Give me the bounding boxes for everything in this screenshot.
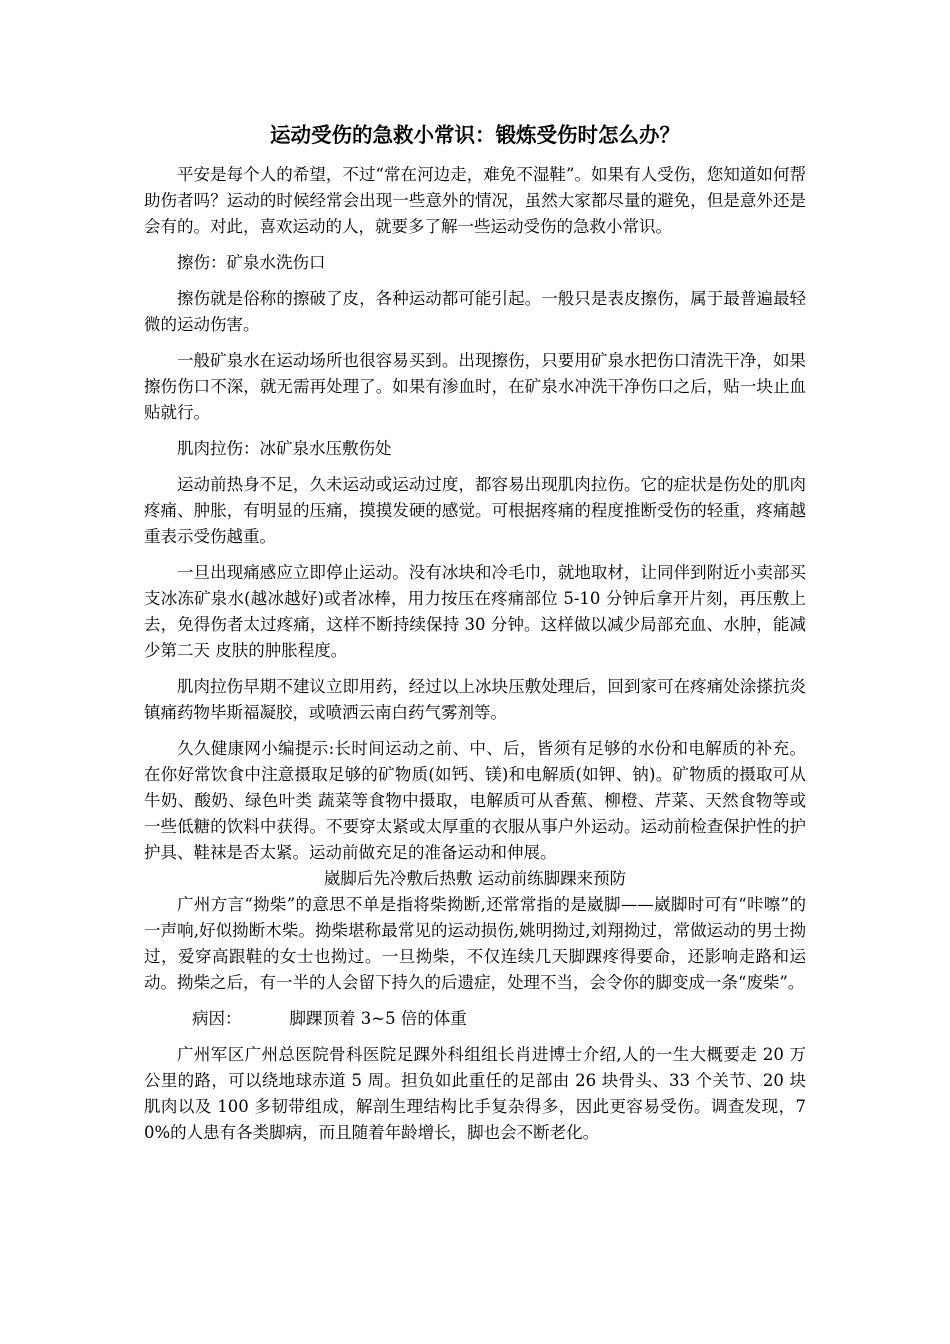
intro-paragraph: 平安是每个人的希望，不过“常在河边走，难免不湿鞋”。如果有人受伤，您知道如何帮助伤者吗？运动的时候经常会出现一些意外的情况，虽然大家都尽量的避免，但是意外还是会有的。对此，喜欢运动的人，就要多了解一些运动受伤的急救小常识。 — [144, 165, 806, 236]
muscle-strain-paragraph-3: 肌肉拉伤早期不建议立即用药，经过以上冰块压敷处理后，回到家可在疼痛处涂搽抗炎镇痛药物毕斯福凝胶，或喷洒云南白药气雾剂等。 — [144, 677, 806, 722]
sprain-paragraph-2: 广州军区广州总医院骨科医院足踝外科组组长肖进博士介绍,人的一生大概要走 20 万公里的路，可以绕地球赤道 5 周。担负如此重任的足部由 26 块骨头、33 个关节、20 块肌肉以及 100 多韧带组成，解剖生理结构比手复杂得多，因此更容易受伤。调查发现，70%的人患有各类脚病，而且随着年龄增长，脚也会不断老化。 — [144, 1045, 806, 1142]
cause-heading — [144, 1006, 806, 1032]
abrasion-paragraph-2: 一般矿泉水在运动场所也很容易买到。出现擦伤，只要用矿泉水把伤口清洗干净，如果擦伤伤口不深，就无需再处理了。如果有渗血时，在矿泉水冲洗干净伤口之后，贴一块止血贴就行。 — [144, 351, 806, 422]
document-page — [144, 112, 806, 1156]
section-heading-abrasion: 擦伤：矿泉水洗伤口 — [177, 253, 326, 272]
section-heading-muscle-strain: 肌肉拉伤：冰矿泉水压敷伤处 — [177, 439, 392, 458]
cause-text: 脚踝顶着 3~5 倍的体重 — [289, 1009, 467, 1028]
section-heading-sprain: 崴脚后先冷敷后热敷 运动前练脚踝来预防 — [323, 869, 627, 888]
document-title: 运动受伤的急救小常识：锻炼受伤时怎么办？ — [270, 123, 680, 147]
sprain-paragraph-1: 广州方言“拗柴”的意思不单是指将柴拗断,还常常指的是崴脚——崴脚时可有“咔嚓”的一声响,好似拗断木柴。拗柴堪称最常见的运动损伤,姚明拗过,刘翔拗过，常做运动的男士拗过，爱穿高跟鞋的女士也拗过。一旦拗柴，不仅连续几天脚踝疼得要命，还影响走路和运动。拗柴之后，有一半的人会留下持久的后遗症，处理不当，会令你的脚变成一条“废柴”。 — [144, 895, 806, 992]
muscle-strain-paragraph-2: 一旦出现痛感应立即停止运动。没有冰块和冷毛巾，就地取材，让同伴到附近小卖部买支冰冻矿泉水(越冰越好)或者冰棒，用力按压在疼痛部位 5-10 分钟后拿开片刻，再压敷上去，免得伤者太过疼痛，这样不断持续保持 30 分钟。这样做以减少局部充血、水肿，能减少第二天 皮肤的肿胀程度。 — [144, 563, 806, 660]
health-tip-paragraph: 久久健康网小编提示:长时间运动之前、中、后，皆须有足够的水份和电解质的补充。在你好常饮食中注意摄取足够的矿物质(如钙、镁)和电解质(如钾、钠)。矿物质的摄取可从牛奶、酸奶、绿色叶类 蔬菜等食物中摄取，电解质可从香蕉、柳橙、芹菜、天然食物等或一些低糖的饮料中获得。不要穿太紧或太厚重的衣服从事户外运动。运动前检查保护性的护护具、鞋袜是否太紧。运动前做充足的准备运动和伸展。 — [144, 739, 806, 862]
muscle-strain-paragraph-1: 运动前热身不足，久未运动或运动过度，都容易出现肌肉拉伤。它的症状是伤处的肌肉疼痛、肿胀，有明显的压痛，摸摸发硬的感觉。可根据疼痛的程度推断受伤的轻重，疼痛越重表示受伤越重。 — [144, 475, 806, 546]
abrasion-paragraph-1: 擦伤就是俗称的擦破了皮，各种运动都可能引起。一般只是表皮擦伤，属于最普遍最轻微的运动伤害。 — [144, 289, 806, 334]
cause-label: 病因： — [192, 1009, 242, 1028]
